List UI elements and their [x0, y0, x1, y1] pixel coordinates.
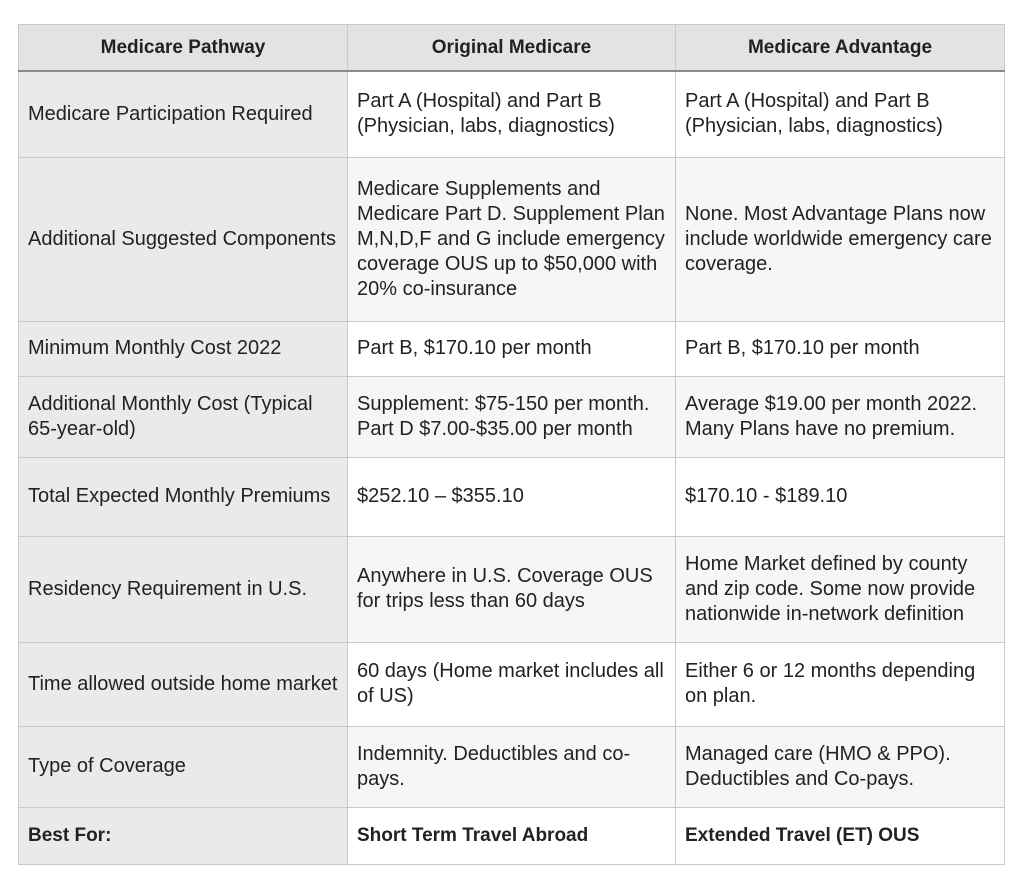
row-label: Best For:	[19, 807, 348, 864]
row-label: Total Expected Monthly Premiums	[19, 457, 348, 536]
table-row	[19, 642, 1005, 726]
original-medicare-cell: Supplement: $75-150 per month. Part D $7.00-$35.00 per month	[348, 376, 676, 457]
header-medicare-pathway: Medicare Pathway	[19, 25, 348, 72]
table-row	[19, 321, 1005, 376]
row-label: Minimum Monthly Cost 2022	[19, 321, 348, 376]
medicare-advantage-cell: Home Market defined by county and zip code. Some now provide nationwide in-network definition	[676, 536, 1005, 642]
original-medicare-cell: Medicare Supplements and Medicare Part D. Supplement Plan M,N,D,F and G include emergency coverage OUS up to $50,000 with 20% co-insurance	[348, 157, 676, 321]
header-medicare-advantage: Medicare Advantage	[676, 25, 1005, 72]
row-label: Time allowed outside home market	[19, 642, 348, 726]
medicare-advantage-cell: Average $19.00 per month 2022. Many Plans have no premium.	[676, 376, 1005, 457]
row-label: Additional Suggested Components	[19, 157, 348, 321]
original-medicare-cell: Part B, $170.10 per month	[348, 321, 676, 376]
table-row	[19, 71, 1005, 157]
table-header	[19, 25, 1005, 72]
row-label: Additional Monthly Cost (Typical 65-year-old)	[19, 376, 348, 457]
row-label: Type of Coverage	[19, 726, 348, 807]
medicare-advantage-cell: Either 6 or 12 months depending on plan.	[676, 642, 1005, 726]
table-row	[19, 536, 1005, 642]
medicare-advantage-cell: Managed care (HMO & PPO). Deductibles and Co-pays.	[676, 726, 1005, 807]
medicare-comparison-table	[18, 24, 1005, 865]
medicare-advantage-cell: $170.10 - $189.10	[676, 457, 1005, 536]
original-medicare-cell: Indemnity. Deductibles and co-pays.	[348, 726, 676, 807]
header-row	[19, 25, 1005, 72]
header-original-medicare: Original Medicare	[348, 25, 676, 72]
original-medicare-cell: Anywhere in U.S. Coverage OUS for trips less than 60 days	[348, 536, 676, 642]
table-row	[19, 457, 1005, 536]
row-label: Residency Requirement in U.S.	[19, 536, 348, 642]
comparison-table-container	[18, 24, 1004, 865]
original-medicare-cell: 60 days (Home market includes all of US)	[348, 642, 676, 726]
table-row	[19, 726, 1005, 807]
table-row	[19, 376, 1005, 457]
medicare-advantage-cell: Part A (Hospital) and Part B (Physician, labs, diagnostics)	[676, 71, 1005, 157]
row-label: Medicare Participation Required	[19, 71, 348, 157]
medicare-advantage-cell: Extended Travel (ET) OUS	[676, 807, 1005, 864]
table-body	[19, 71, 1005, 864]
original-medicare-cell: Short Term Travel Abroad	[348, 807, 676, 864]
medicare-advantage-cell: None. Most Advantage Plans now include worldwide emergency care coverage.	[676, 157, 1005, 321]
original-medicare-cell: $252.10 – $355.10	[348, 457, 676, 536]
medicare-advantage-cell: Part B, $170.10 per month	[676, 321, 1005, 376]
table-row	[19, 157, 1005, 321]
original-medicare-cell: Part A (Hospital) and Part B (Physician, labs, diagnostics)	[348, 71, 676, 157]
table-row-best-for	[19, 807, 1005, 864]
